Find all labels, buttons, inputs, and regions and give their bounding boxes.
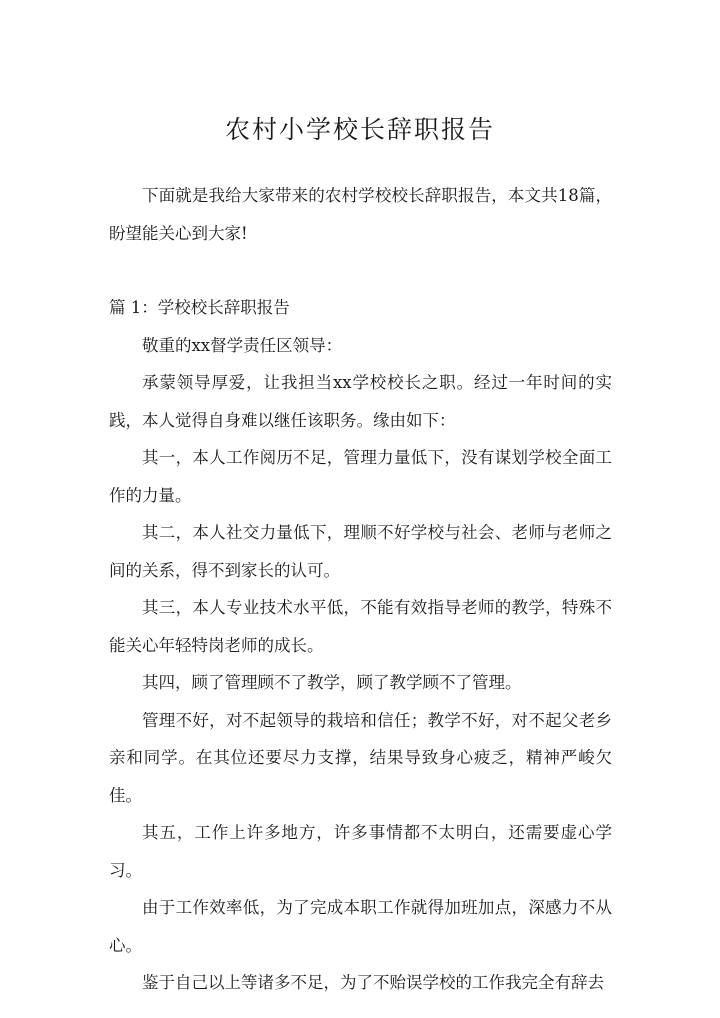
body-paragraph: 其三，本人专业技术水平低，不能有效指导老师的教学，特殊不能关心年轻特岗老师的成长。 [109, 598, 612, 655]
body-paragraph: 其二，本人社交力量低下，理顺不好学校与社会、老师与老师之间的关系，得不到家长的认可。 [109, 523, 612, 580]
body-paragraph: 由于工作效率低，为了完成本职工作就得加班加点，深感力不从心。 [109, 898, 612, 955]
body-paragraph: 其一，本人工作阅历不足，管理力量低下，没有谋划学校全面工作的力量。 [109, 448, 612, 505]
intro-paragraph: 下面就是我给大家带来的农村学校校长辞职报告，本文共18篇，盼望能关心到大家! [109, 186, 612, 243]
body-paragraph: 鉴于自己以上等诸多不足，为了不贻误学校的工作我完全有辞去 [142, 973, 604, 992]
body-paragraph: 其五，工作上许多地方，许多事情都不太明白，还需要虚心学习。 [109, 823, 612, 880]
document-title: 农村小学校长辞职报告 [224, 115, 495, 144]
body-paragraph: 其四，顾了管理顾不了教学，顾了教学顾不了管理。 [142, 673, 522, 692]
body-paragraph: 敬重的xx督学责任区领导： [142, 335, 343, 355]
body-paragraph: 承蒙领导厚爱，让我担当xx学校校长之职。经过一年时间的实践，本人觉得自身难以继任该职务。缘由如下： [109, 373, 612, 430]
body-paragraph: 管理不好，对不起领导的栽培和信任；教学不好，对不起父老乡亲和同学。在其位还要尽力支撑，结果导致身心疲乏，精神严峻欠佳。 [109, 710, 612, 805]
document-body [109, 177, 612, 1002]
section-heading: 篇 1：学校校长辞职报告 [109, 298, 290, 317]
